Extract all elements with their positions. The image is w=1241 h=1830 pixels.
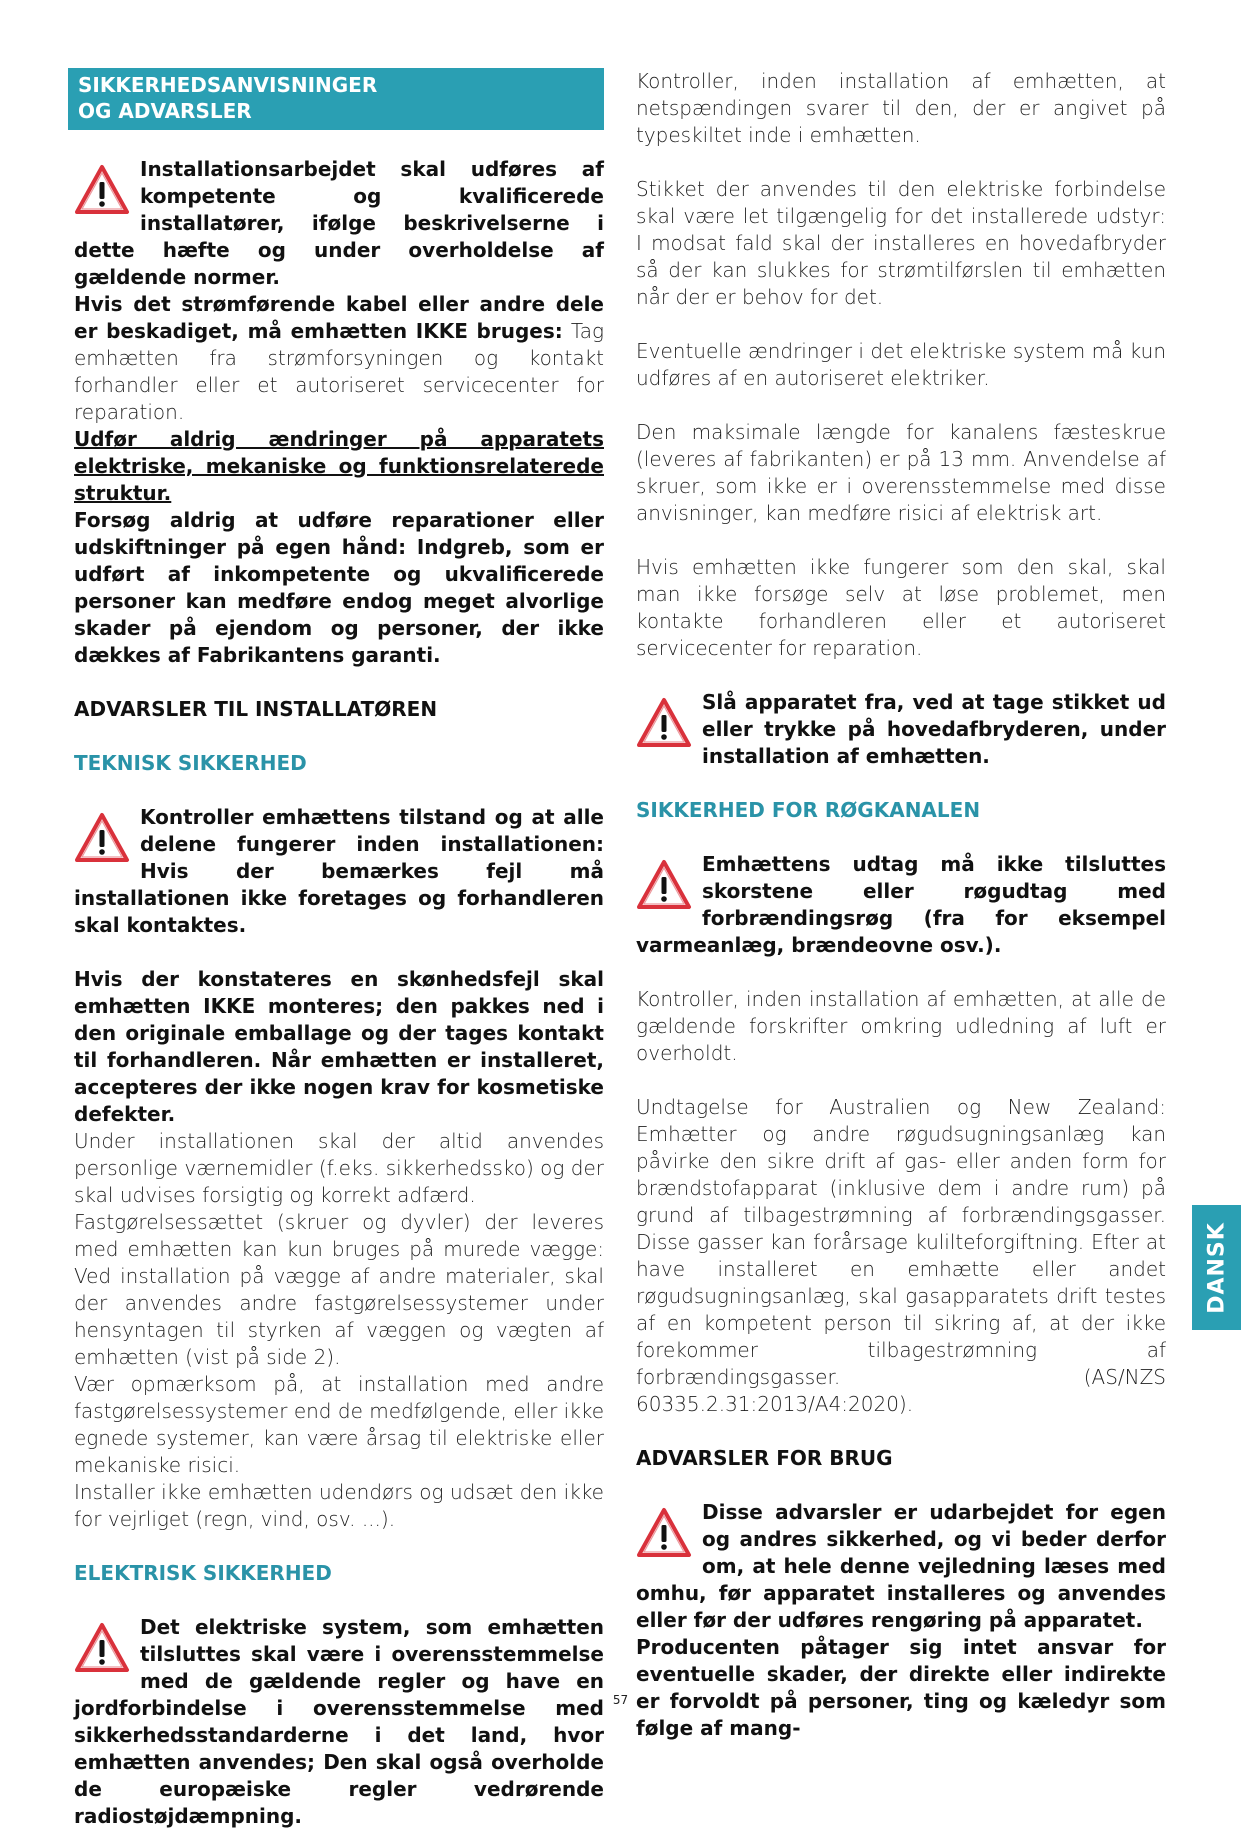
paragraph-fixing-kit: Fastgørelsessættet (skruer og dyvler) der leveres med emhætten kan kun bruges på murede vægge: Ved installation på vægge af andre materialer, skal der anvendes andre fastgørelsessystemer under hensyntagen til styrken af væggen og vægten af emhætten (vist på side 2).: [74, 1210, 604, 1369]
section-title-line1: SIKKERHEDSANVISNINGER: [78, 73, 378, 97]
warning-block-disconnect: [636, 689, 1166, 770]
heading-installer-warnings: ADVARSLER TIL INSTALLATØREN: [74, 697, 438, 721]
warning-block-installation: [74, 156, 604, 291]
warning-triangle-icon: [74, 1622, 130, 1674]
paragraph-other-fixings: Vær opmærksom på, at installation med andre fastgørelsessystemer end de medfølgende, eller ikke egnede systemer, kan være årsag til elektriske eller mekaniske risici.: [74, 1372, 604, 1477]
warning-triangle-icon: [636, 1507, 692, 1559]
page-number: 57: [612, 1693, 629, 1707]
paragraph-ppe: Under installationen skal der altid anvendes personlige værnemidler (f.eks. sikkerhedssko) og der skal udvises forsigtig og korrekt adfærd.: [74, 1129, 604, 1207]
paragraph-outdoor: Installer ikke emhætten udendørs og udsæt den ikke for vejrliget (regn, vind, osv. ...).: [74, 1480, 604, 1531]
warning-text-electrical: Det elektriske system, som emhætten tilsluttes skal være i overensstemmelse med de gældende regler og have en jordforbindelse i overensstemmelse med sikkerhedsstandarderne i det land, hvor emhætten anvendes; Den skal også overholde de europæiske regler vedrørende radiostøjdæmpning.: [74, 1615, 604, 1828]
paragraph-producer-liability: Producenten påtager sig intet ansvar for eventuelle skader, der direkte eller indirekte er forvoldt på personer, ting og kæledyr som følge af mang-: [636, 1635, 1166, 1740]
paragraph-cable: [74, 291, 604, 426]
paragraph-plug: Stikket der anvendes til den elektriske forbindelse skal være let tilgængelig for det installerede udstyr: I modsat fald skal der installeres en hovedafbryder så der kan slukkes for strømtilførslen til emhætten når der er behov for det.: [636, 177, 1166, 309]
warning-block-usage: [636, 1499, 1166, 1634]
warning-text-installation: Installationsarbejdet skal udføres af kompetente og kvalificerede installatører, ifølge beskrivelserne i dette hæfte og under overholdelse af gældende normer.: [74, 157, 604, 289]
paragraph-cosmetic-defects: Hvis der konstateres en skønhedsfejl skal emhætten IKKE monteres; den pakkes ned i den originale emballage og der tages kontakt til forhandleren. Når emhætten er installeret, accepteres der ikke nogen krav for kosmetiske defekter.: [74, 967, 604, 1126]
paragraph-australia-nz: Undtagelse for Australien og New Zealand: Emhætter og andre røgudsugningsanlæg kan påvirke den sikre drift af gas- eller anden form for brændstofapparat (inklusive dem i andre rum) på grund af tilbagestrømning af forbrændingsgasser. Disse gasser kan forårsage kulilteforgiftning. Efter at have installeret en emhætte eller andet røgudsugningsanlæg, skal gasapparatets drift testes af en kompetent person til sikring af, at der ikke forekommer tilbagestrømning af forbrændingsgasser. (AS/NZS 60335.2.31:2013/A4:2020).: [636, 1095, 1166, 1416]
heading-usage-warnings: ADVARSLER FOR BRUG: [636, 1446, 893, 1470]
paragraph-electrical-changes: Eventuelle ændringer i det elektriske system må kun udføres af en autoriseret elektriker.: [636, 339, 1166, 390]
left-column: [74, 68, 604, 1830]
language-side-tab-label: DANSK: [1204, 1221, 1229, 1314]
cable-bold-text: Hvis det strømførende kabel eller andre dele er beskadiget, må emhætten IKKE bruges:: [74, 292, 604, 343]
warning-triangle-icon: [636, 697, 692, 749]
heading-technical-safety: TEKNISK SIKKERHED: [74, 751, 307, 775]
warning-text-usage: Disse advarsler er udarbejdet for egen og andres sikkerhed, og vi beder derfor om, at hele denne vejledning læses med omhu, før apparatet installeres og anvendes eller før der udføres rengøring på apparatet.: [636, 1500, 1166, 1632]
warning-text-flue: Emhættens udtag må ikke tilsluttes skorstene eller røgudtag med forbrændingsrøg (fra for eksempel varmeanlæg, brændeovne osv.).: [636, 852, 1166, 957]
right-column: [636, 68, 1166, 1742]
paragraph-voltage: Kontroller, inden installation af emhætten, at netspændingen svarer til den, der er angivet på typeskiltet inde i emhætten.: [636, 69, 1166, 147]
paragraph-malfunction: Hvis emhætten ikke fungerer som den skal, skal man ikke forsøge selv at løse problemet, men kontakte forhandleren eller et autoriseret servicecenter for reparation.: [636, 555, 1166, 660]
warning-block-condition: [74, 804, 604, 939]
paragraph-screw-length: Den maksimale længde for kanalens fæsteskrue (leveres af fabrikanten) er på 13 mm. Anvendelse af skruer, som ikke er i overensstemmelse med disse anvisninger, kan medføre risici af elektrisk art.: [636, 420, 1166, 525]
cable-normal-text: Tag emhætten fra strømforsyningen og kontakt forhandler eller et autoriseret servicecenter for reparation.: [74, 319, 604, 424]
warning-block-electrical: [74, 1614, 604, 1830]
paragraph-air-discharge: Kontroller, inden installation af emhætten, at alle de gældende forskrifter omkring udledning af luft er overholdt.: [636, 987, 1166, 1065]
section-title-box: [68, 68, 604, 130]
warning-block-flue: [636, 851, 1166, 959]
section-title-line2: OG ADVARSLER: [78, 99, 252, 123]
warning-text-condition: Kontroller emhættens tilstand og at alle delene fungerer inden installationen: Hvis der bemærkes fejl må installationen ikke foretages og forhandleren skal kontaktes.: [74, 805, 604, 937]
warning-text-disconnect: Slå apparatet fra, ved at tage stikket ud eller trykke på hovedafbryderen, under installation af emhætten.: [702, 690, 1166, 768]
paragraph-no-modifications: Udfør aldrig ændringer på apparatets elektriske, mekaniske og funktionsrelaterede struktur.: [74, 427, 604, 505]
warning-triangle-icon: [74, 164, 130, 216]
paragraph-no-repairs: Forsøg aldrig at udføre reparationer eller udskiftninger på egen hånd: Indgreb, som er udført af inkompetente og ukvalificerede personer kan medføre endog meget alvorlige skader på ejendom og personer, der ikke dækkes af Fabrikantens garanti.: [74, 508, 604, 667]
warning-triangle-icon: [74, 812, 130, 864]
warning-triangle-icon: [636, 859, 692, 911]
heading-electrical-safety: ELEKTRISK SIKKERHED: [74, 1561, 332, 1585]
language-side-tab: [1192, 1205, 1241, 1330]
heading-flue-safety: SIKKERHED FOR RØGKANALEN: [636, 798, 981, 822]
